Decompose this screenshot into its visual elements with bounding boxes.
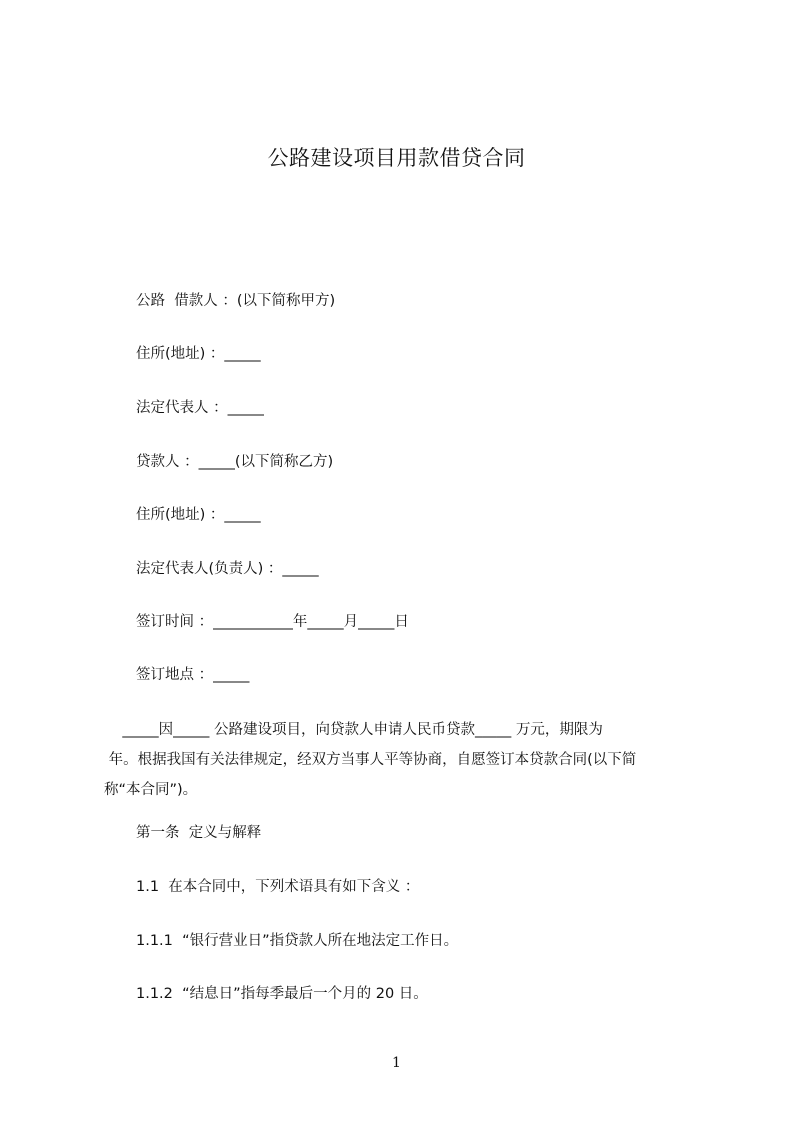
borrower-representative-line: 法定代表人 ：_____ [136, 400, 264, 416]
signing-time-line: 签订时间 ：___________年_____月_____日 [136, 614, 409, 630]
preamble-row: 年。根据我国有关法律规定，经双方当事人平等协商，自愿签订本贷款合同(以下简 [104, 752, 637, 768]
borrower-address-line: 住所(地址) ：_____ [136, 346, 261, 362]
document-title: 公路建设项目用款借贷合同 [267, 146, 526, 170]
lender-representative-line: 法定代表人(负责人) ：_____ [136, 561, 319, 577]
page-number: 1 [392, 1055, 401, 1071]
lender-line: 贷款人 ：_____(以下简称乙方) [136, 454, 334, 470]
preamble-row: 称“本合同”)。 [104, 782, 198, 798]
clause-1-1-2: 1.1.2 “结息日”指每季最后一个月的 20 日。 [136, 986, 428, 1002]
preamble-row: _____因_____ 公路建设项目，向贷款人申请人民币贷款_____ 万元，期限为 [104, 722, 603, 738]
lender-address-line: 住所(地址) ：_____ [136, 507, 261, 523]
clause-1-1: 1.1 在本合同中，下列术语具有如下含义 ： [136, 879, 420, 895]
signing-place-line: 签订地点 ：_____ [136, 667, 250, 683]
section-heading: 第一条 定义与解释 [136, 825, 262, 841]
borrower-line: 公路 借款人 ：(以下简称甲方) [136, 293, 336, 309]
preamble-paragraph [104, 715, 702, 805]
clause-1-1-1: 1.1.1 “银行营业日”指贷款人所在地法定工作日。 [136, 933, 459, 949]
